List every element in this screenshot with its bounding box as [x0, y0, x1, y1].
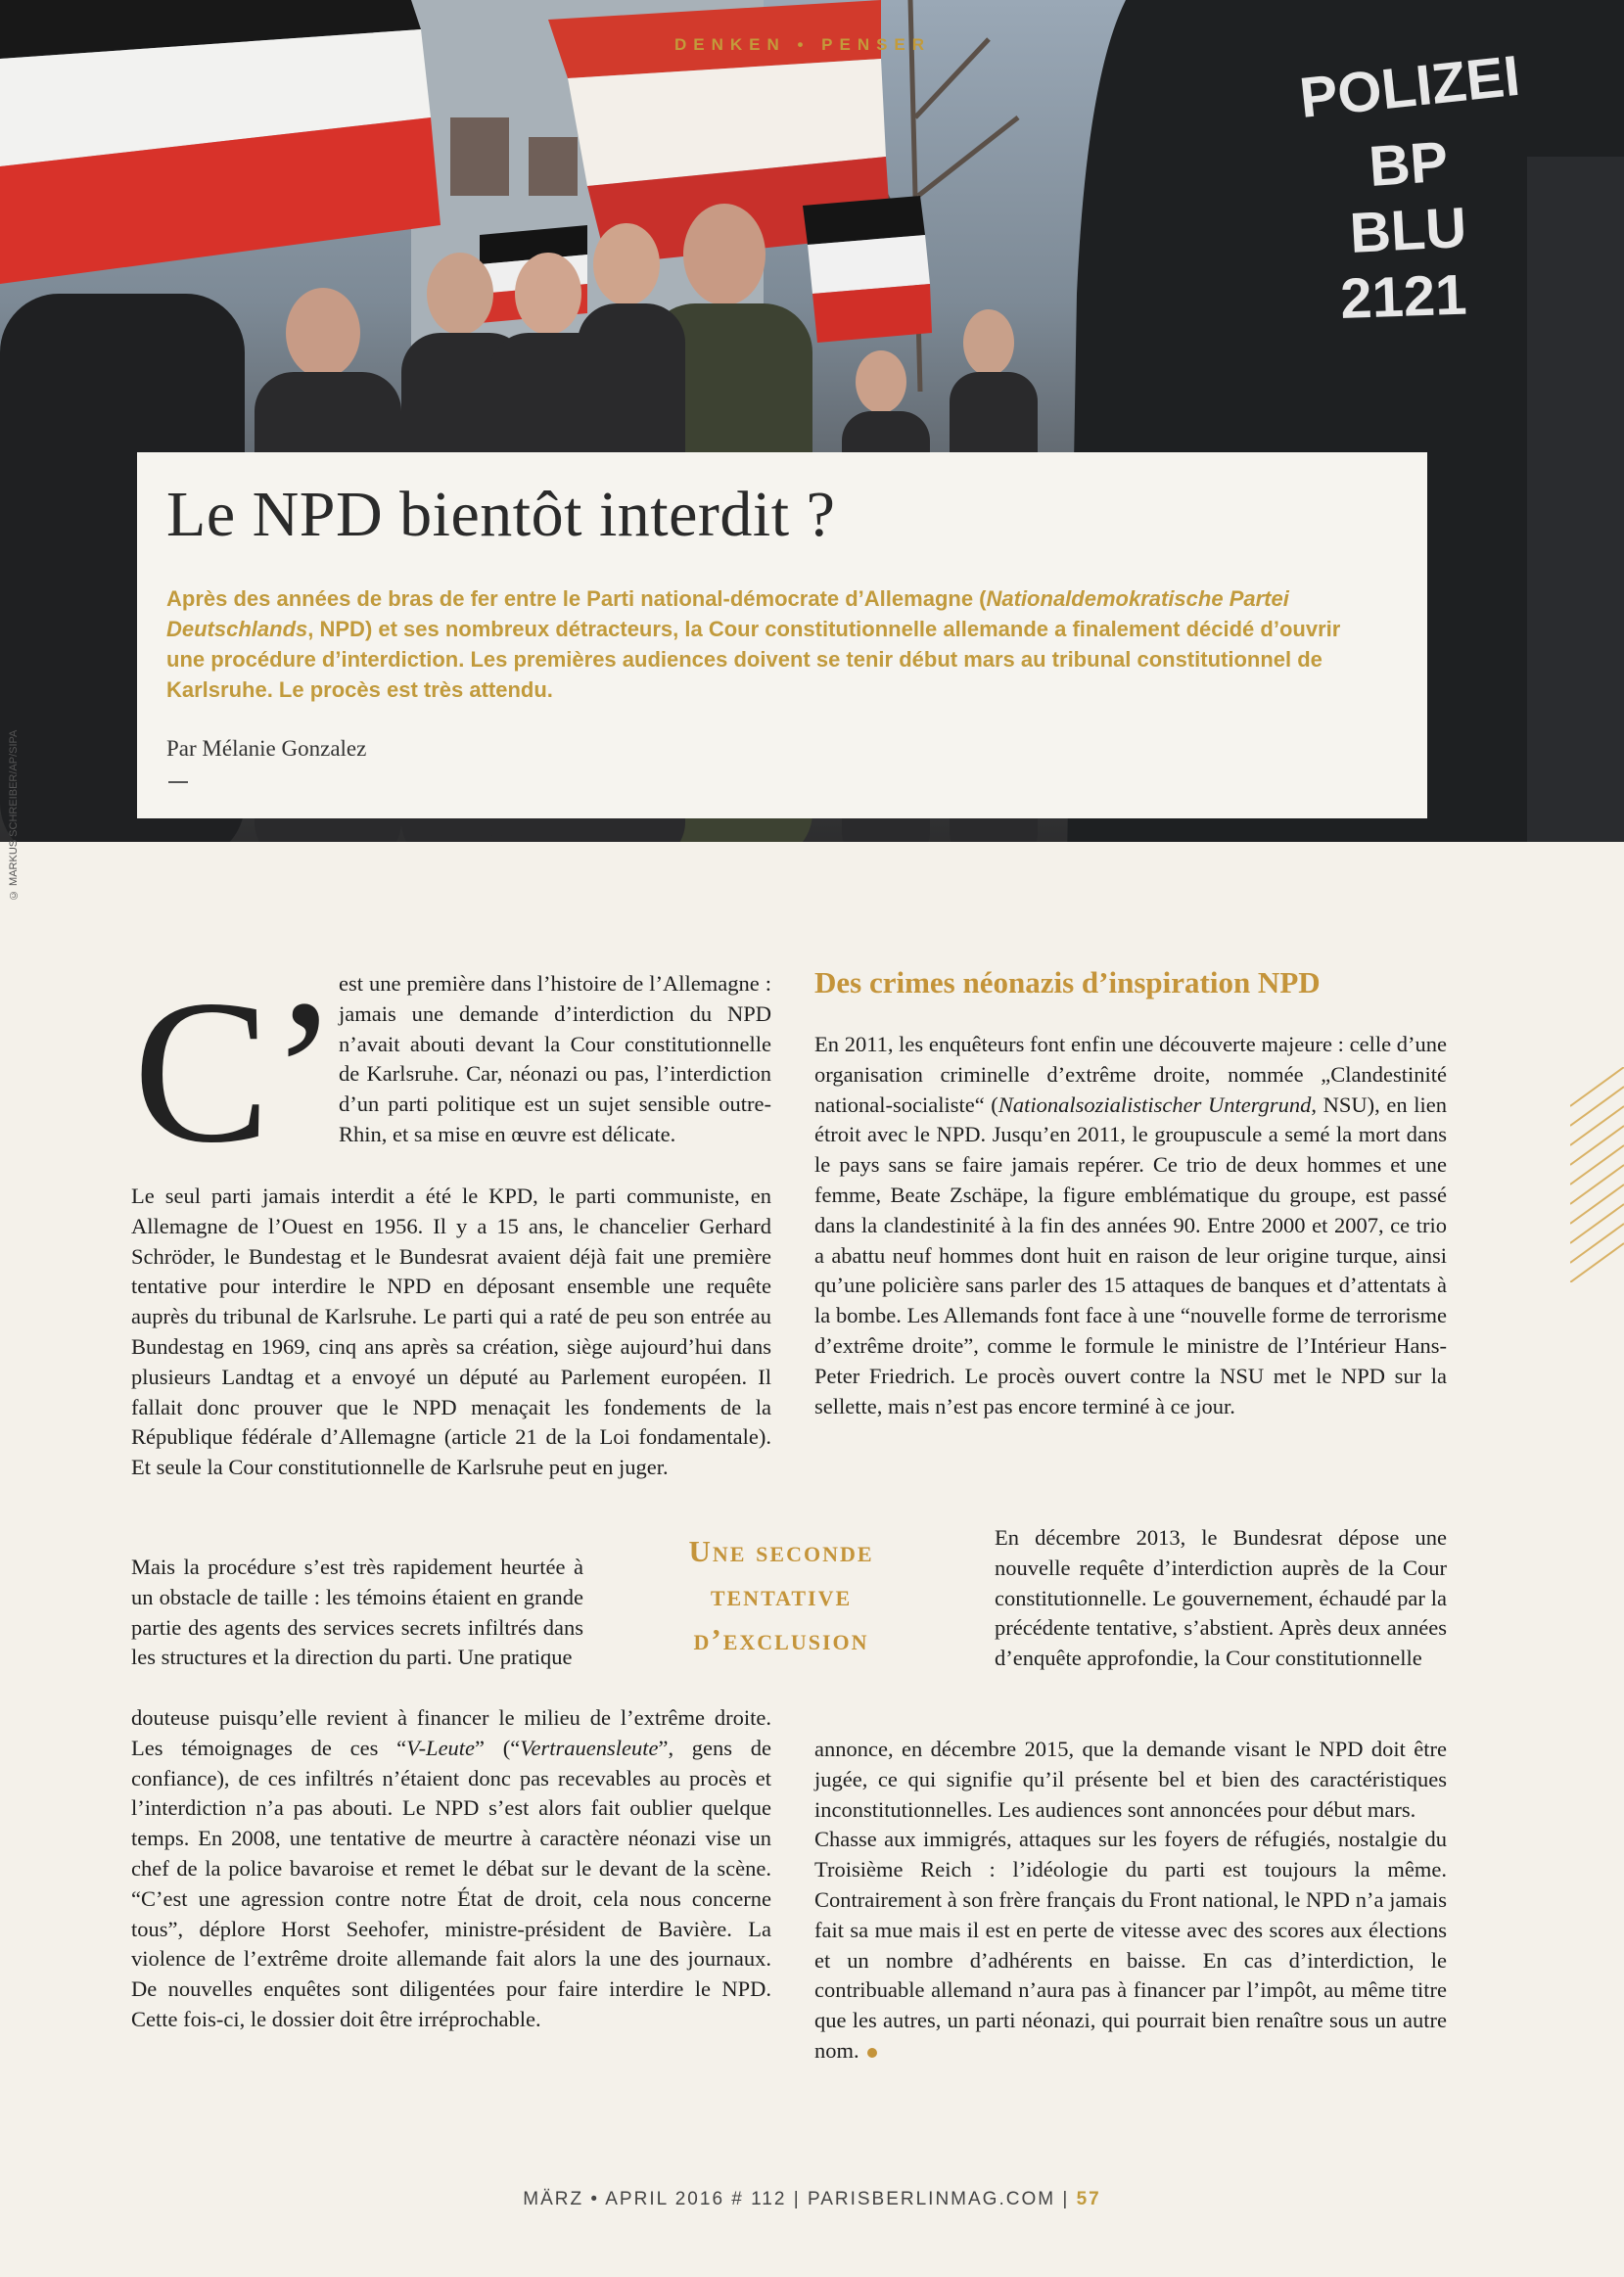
police-text-line: 2121 [1339, 262, 1468, 331]
col1-p2-start: Mais la procédure s’est très rapidement heurtée à un obstacle de taille : les témoins étaient en grande partie des agents des services secrets infiltrés dans les structures et la direction du parti. Une pratique [131, 1555, 583, 1670]
col2-p3 [814, 1825, 1447, 2066]
site-url: PARISBERLINMAG.COM [807, 2189, 1056, 2209]
issue-info: MÄRZ • APRIL 2016 # 112 [523, 2189, 787, 2209]
col2-p2-wide [814, 1735, 1447, 2067]
col1-intro-rest: Le seul parti jamais interdit a été le KPD, le parti communiste, en Allemagne de l’Ouest en 1956. Il y a 15 ans, le chancelier Gerhard Schröder, le Bundestag et le Bundesrat avaient déjà fait une première tentative pour interdire le NPD en déposant ensemble une requête auprès du tribunal de Karlsruhe. Le parti qui a raté de peu son entrée au Bundestag en 1969, cinq ans après sa création, siège aujourd’hui dans plusieurs Landtag et a envoyé un député au Parlement européen. Il fallait donc prouver que le NPD menaçait les fondements de la République fédérale d’Allemagne (article 21 de la Loi fondamentale). Et seule la Cour constitutionnelle de Karlsruhe peut en juger. [131, 1184, 771, 1480]
police-text-line: POLIZEI [1296, 43, 1523, 130]
col2-p1-part: , NSU), en lien étroit avec le NPD. Jusqu’en 2011, le groupuscule a semé la mort dans le pays sans se faire jamais repérer. Ce trio de deux hommes et une femme, Beate Zschäpe, la figure emblématique du groupe, est passé dans la clandestinité à la fin des années 90. Entre 2000 et 2007, ce trio a abattu neuf hommes dont huit en raison de leur origine turque, ainsi qu’une policière sans parler des 15 attaques de banques et d’attentats à la bombe. Les Allemands font face à une “nouvelle forme de terrorisme d’extrême droite”, comme le formule le ministre de l’Intérieur Hans-Peter Friedrich. Le procès ouvert contre la NSU met le NPD sur la sellette, mais n’est pas encore terminé à ce jour. [814, 1092, 1448, 1418]
col2-p2-narrow [995, 1523, 1447, 1674]
drop-cap: C’ [133, 958, 339, 1185]
lede-part: , NPD) et ses nombreux détracteurs, la Cour constitutionnelle allemande a finalement décidé d’ouvrir une procédure d’interdiction. Les premières audiences doivent se tenir début mars au tribunal constitutionnel de Karlsruhe. Le procès est très attendu. [166, 617, 1341, 702]
col1-p2-rest: douteuse puisqu’elle revient à financer le milieu de l’extrême droite. Les témoignages de ces “V-Leute” (“Vertrauensleute”, gens de confiance), de ces infiltrés n’étaient donc pas recevables au procès et l’interdiction n’a pas abouti. Le NPD s’est alors fait oublier quelque temps. En 2008, une tentative de meurtre à caractère néonazi vise un chef de la police bavaroise et remet le débat sur le devant de la scène. “C’est une agression contre notre État de droit, cela nous concerne tous”, déplore Horst Seehofer, ministre-président de Bavière. La violence de l’extrême droite allemande fait alors la une des journaux. De nouvelles enquêtes sont diligentées pour faire interdire le NPD. Cette fois-ci, le dossier doit être irréprochable. [131, 1705, 772, 2031]
pull-quote: Une seconde tentative d’exclusion [688, 1534, 874, 1656]
lede-part: Après des années de bras de fer entre le Parti national-démocrate d’Allemagne ( [166, 586, 987, 611]
section-tag: DENKEN • PENSER [673, 35, 932, 54]
lede-italic: Nationaldemokratische Partei Deutschlands [166, 586, 1289, 641]
col2-p1-part: En 2011, les enquêteurs font enfin une découverte majeure : celle d’une organisation criminelle d’extrême droite, nommée „Clandestinité national-socialiste“ ( [814, 1032, 1447, 1117]
decorative-hatch [1570, 1067, 1624, 1282]
section-heading: Des crimes néonazis d’inspiration NPD [814, 965, 1321, 999]
end-mark-icon [867, 2048, 877, 2058]
col2-p2-start: En décembre 2013, le Bundesrat dépose une nouvelle requête d’interdiction auprès de la Cour constitutionnelle. Le gouvernement, échaudé par la précédente tentative, s’abstient. Après deux années d’enquête approfondie, la Cour constitutionnelle [995, 1525, 1447, 1671]
footer-separator: | [793, 2189, 801, 2209]
page-number: 57 [1076, 2189, 1101, 2209]
photo-credit: © MARKUS SCHREIBER/AP/SIPA [8, 729, 20, 901]
col1-body [131, 1182, 771, 1483]
police-text-line: BLU [1348, 195, 1468, 265]
flag-right-small [803, 196, 932, 343]
col1-p2-narrow [131, 1553, 583, 1673]
page-footer [0, 2189, 1624, 2210]
article-lede [166, 583, 1380, 705]
police-text-line: BP [1367, 129, 1451, 199]
col1-p2-wide [131, 1703, 771, 2035]
col2-p1-italic: Nationalsozialistischer Untergrund [998, 1092, 1312, 1117]
col1-intro-wrap [339, 969, 771, 1150]
col2-p3-text: Chasse aux immigrés, attaques sur les foyers de réfugiés, nostalgie du Troisième Reich : l’idéologie du parti est toujours la même. Contrairement à son frère français du Front national, le NPD n’a jamais fait sa mue mais il est en perte de vitesse avec des scores aux élections et un nombre d’adhérents en baisse. En cas d’interdiction, le contribuable allemand n’aura pas à financer par l’impôt, au même titre que les autres, un parti néonazi, qui pourrait bien renaître sous un autre nom. [814, 1827, 1447, 2063]
col2-p2-rest: annonce, en décembre 2015, que la demande visant le NPD doit être jugée, ce qui signifie qu’il présente bel et bien des caractéristiques inconstitutionnelles. Les audiences sont annoncées pour début mars. [814, 1737, 1447, 1822]
byline: Par Mélanie Gonzalez [166, 736, 367, 761]
article-title: Le NPD bientôt interdit ? [166, 479, 836, 550]
footer-separator: | [1062, 2189, 1070, 2209]
flag-left [0, 0, 441, 284]
col1-intro-first: est une première dans l’histoire de l’Allemagne : jamais une demande d’interdiction du NPD n’avait abouti devant la Cour constitutionnelle de Karlsruhe. Car, néonazi ou pas, l’interdiction d’un parti politique est un sujet sensible outre-Rhin, et sa mise en œuvre est délicate. [339, 971, 771, 1146]
col2-p1-wrap [814, 1030, 1447, 1421]
byline-rule [168, 781, 188, 783]
col2-p1 [814, 1030, 1447, 1421]
